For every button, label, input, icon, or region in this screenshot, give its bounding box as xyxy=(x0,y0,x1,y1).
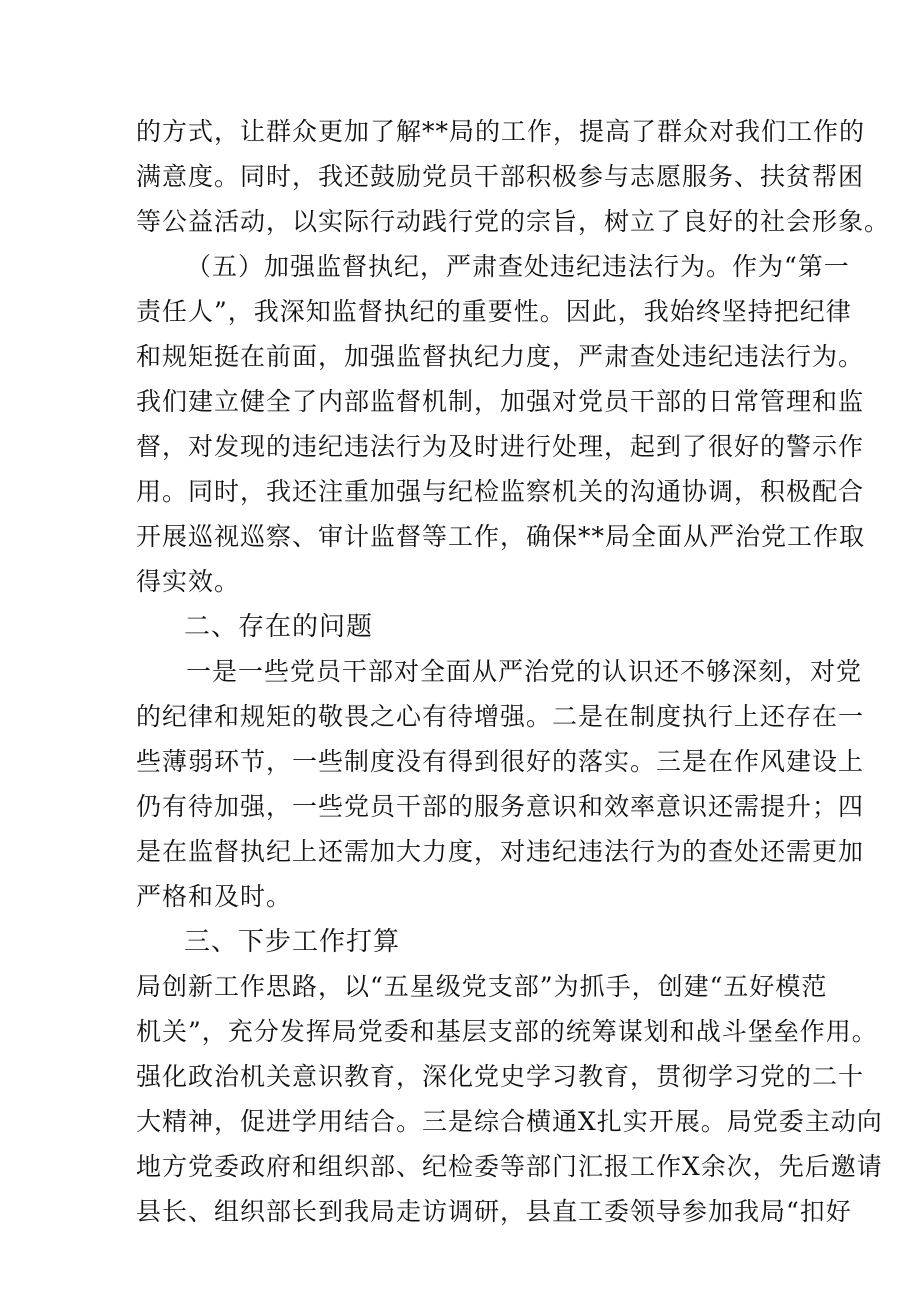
body-text-line: 用。同时，我还注重加强与纪检监察机关的沟通协调，积极配合 xyxy=(136,477,865,506)
section-heading: 二、存在的问题 xyxy=(184,612,374,642)
section-heading: 三、下步工作打算 xyxy=(184,927,401,957)
body-text-line: 督，对发现的违纪违法行为及时进行处理，起到了很好的警示作 xyxy=(136,432,865,461)
body-text-line: 些薄弱环节，一些制度没有得到很好的落实。三是在作风建设上 xyxy=(136,747,865,776)
body-text-line: 地方党委政府和组织部、纪检委等部门汇报工作X余次，先后邀请 xyxy=(136,1152,883,1181)
body-text-line: 和规矩挺在前面，加强监督执纪力度，严肃查处违纪违法行为。 xyxy=(136,342,865,371)
body-text-line: 一是一些党员干部对全面从严治党的认识还不够深刻，对党 xyxy=(186,657,863,686)
body-text-line: 仍有待加强，一些党员干部的服务意识和效率意识还需提升；四 xyxy=(136,792,865,821)
body-text-line: 等公益活动，以实际行动践行党的宗旨，树立了良好的社会形象。 xyxy=(136,207,891,236)
body-text-line: 大精神，促进学用结合。三是综合横通X扎实开展。局党委主动向 xyxy=(136,1107,883,1136)
body-text-line: 强化政治机关意识教育，深化党史学习教育，贯彻学习党的二十 xyxy=(136,1062,865,1091)
body-text-line: （五）加强监督执纪，严肃查处违纪违法行为。作为“第一 xyxy=(186,252,850,281)
body-text-line: 责任人”，我深知监督执纪的重要性。因此，我始终坚持把纪律 xyxy=(136,297,852,326)
body-text-line: 满意度。同时，我还鼓励党员干部积极参与志愿服务、扶贫帮困 xyxy=(136,162,865,191)
body-text-line: 严格和及时。 xyxy=(136,882,293,911)
body-text-line: 开展巡视巡察、审计监督等工作，确保**局全面从严治党工作取 xyxy=(136,522,866,551)
body-text-line: 局创新工作思路，以“五星级党支部”为抓手，创建“五好模范 xyxy=(136,972,828,1001)
body-text-line: 的纪律和规矩的敬畏之心有待增强。二是在制度执行上还存在一 xyxy=(136,702,865,731)
body-text-line: 我们建立健全了内部监督机制，加强对党员干部的日常管理和监 xyxy=(136,387,865,416)
body-text-line: 县长、组织部长到我局走访调研，县直工委领导参加我局“扣好 xyxy=(136,1197,852,1226)
body-text-line: 的方式，让群众更加了解**局的工作，提高了群众对我们工作的 xyxy=(136,117,866,146)
body-text-line: 得实效。 xyxy=(136,567,241,596)
body-text-line: 是在监督执纪上还需加大力度，对违纪违法行为的查处还需更加 xyxy=(136,837,865,866)
body-text-line: 机关”，充分发挥局党委和基层支部的统筹谋划和战斗堡垒作用。 xyxy=(136,1017,878,1046)
